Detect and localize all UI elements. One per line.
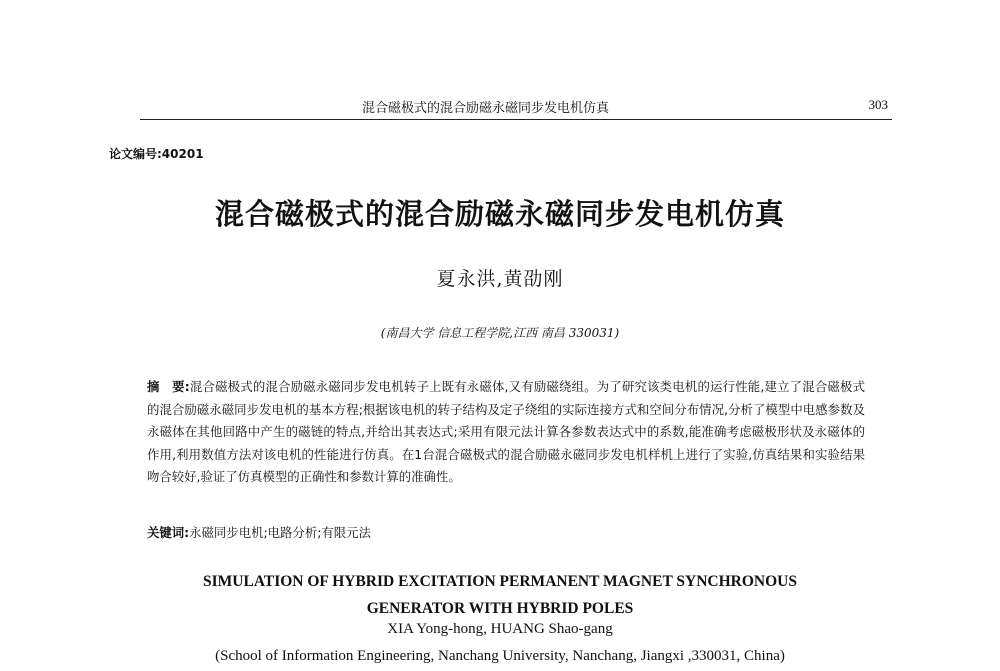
english-title-line1: SIMULATION OF HYBRID EXCITATION PERMANENT MAGNET SYNCHRONOUS <box>203 573 797 590</box>
abstract-text: 混合磁极式的混合励磁永磁同步发电机转子上既有永磁体,又有励磁绕组。为了研究该类电机的运行性能,建立了混合磁极式的混合励磁永磁同步发电机的基本方程;根据该电机的转子结构及定子绕组的实际连接方式和空间分布情况,分析了模型中电感参数及永磁体在其他回路中产生的磁链的特点,并给出其表达式;采用有限元法计算各参数表达式中的系数,能准确考虑磁极形状及永磁体的作用,利用数值方法对该电机的性能进行仿真。在1台混合磁极式的混合励磁永磁同步发电机样机上进行了实验,仿真结果和实验结果吻合较好,验证了仿真模型的正确性和参数计算的准确性。 <box>147 379 865 484</box>
english-affiliation: (School of Information Engineering, Nanchang University, Nanchang, Jiangxi ,330031, China) <box>215 648 785 664</box>
page-number: 303 <box>868 97 888 112</box>
english-authors: XIA Yong-hong, HUANG Shao-gang <box>387 621 613 637</box>
keywords <box>147 523 865 541</box>
running-header <box>140 97 892 120</box>
keywords-label: 关键词: <box>147 525 190 540</box>
english-title <box>0 568 1000 622</box>
paper-title: 混合磁极式的混合励磁永磁同步发电机仿真 <box>214 197 785 231</box>
keywords-text: 永磁同步电机;电路分析;有限元法 <box>189 525 371 540</box>
affiliation: (南昌大学 信息工程学院,江西 南昌 330031) <box>380 326 620 340</box>
abstract-label: 摘 要: <box>147 379 190 394</box>
authors: 夏永洪,黄劭刚 <box>436 268 564 290</box>
abstract <box>147 376 865 489</box>
running-title: 混合磁极式的混合励磁永磁同步发电机仿真 <box>362 101 610 116</box>
paper-id: 论文编号:40201 <box>109 147 204 161</box>
english-title-line2: GENERATOR WITH HYBRID POLES <box>366 600 634 617</box>
